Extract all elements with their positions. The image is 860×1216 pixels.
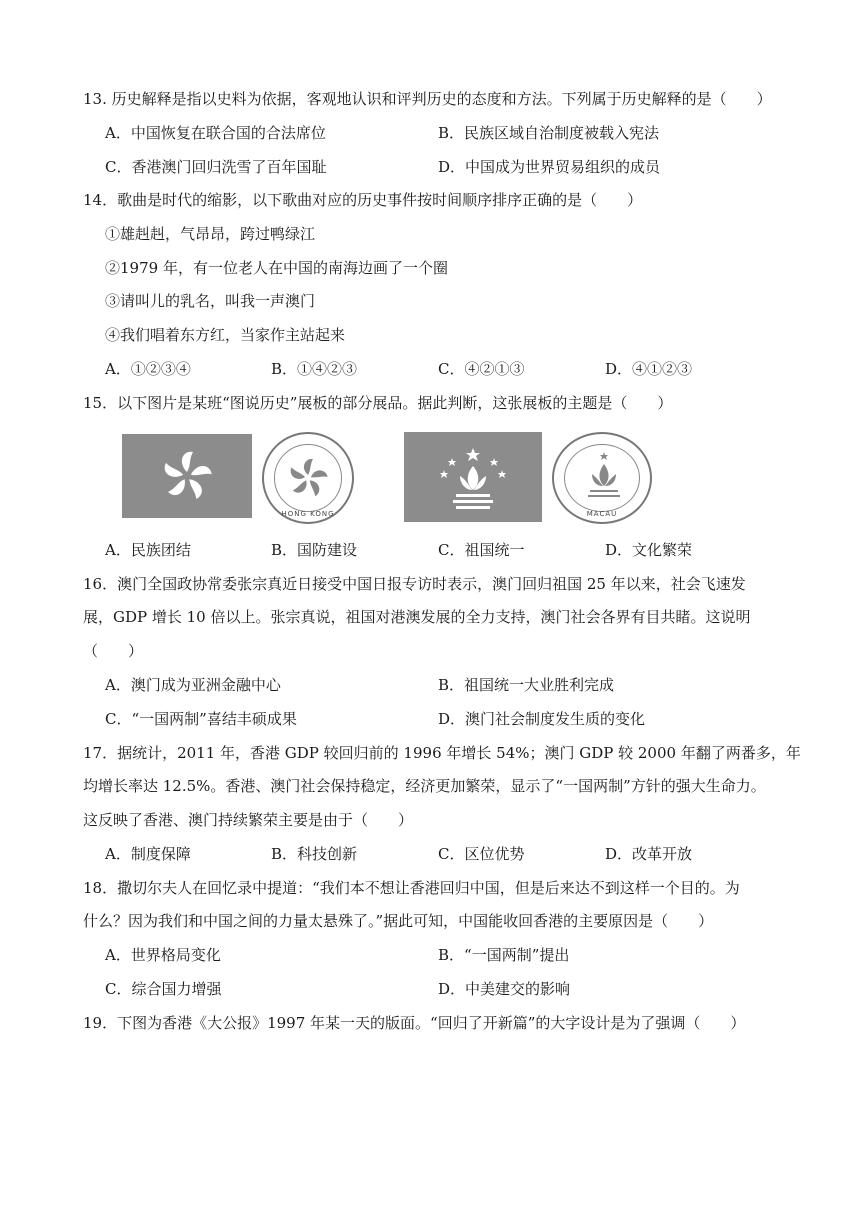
bauhinia-icon <box>122 434 252 518</box>
q15-option-a: A．民族团结 <box>105 541 191 559</box>
q17-stem-line-2: 均增长率达 12.5%。香港、澳门社会保持稳定，经济更加繁荣，显示了“一国两制”方针的强大生命力。 <box>83 777 766 795</box>
macau-flag <box>404 432 542 522</box>
hong-kong-flag <box>122 434 252 518</box>
q16-stem-line-2: 展，GDP 增长 10 倍以上。张宗真说，祖国对港澳发展的全力支持，澳门社会各界有目共睹。这说明 <box>83 608 751 626</box>
q17-option-a: A．制度保障 <box>105 845 191 863</box>
q18-stem-line-1: 18．撒切尔夫人在回忆录中提道：“我们本不想让香港回归中国，但是后来达不到这样一个目的。为 <box>83 879 740 897</box>
q18-option-d: D．中美建交的影响 <box>438 980 571 998</box>
q15-stem: 15．以下图片是某班“图说历史”展板的部分展品。据此判断，这张展板的主题是（ ） <box>83 394 673 412</box>
q14-option-d: D．④①②③ <box>605 360 693 378</box>
q14-option-b: B．①④②③ <box>271 360 358 378</box>
q18-option-b: B．“一国两制”提出 <box>438 946 570 964</box>
q17-stem-line-1: 17．据统计，2011 年，香港 GDP 较回归前的 1996 年增长 54%；澳门 GDP 较 2000 年翻了两番多，年 <box>83 744 801 762</box>
bauhinia-icon <box>280 450 336 506</box>
q13-option-b: B．民族区域自治制度被载入宪法 <box>438 124 660 142</box>
q18-stem-line-2: 什么？因为我们和中国之间的力量太悬殊了。”据此可知，中国能收回香港的主要原因是（ ） <box>83 912 714 930</box>
q14-stem: 14．歌曲是时代的缩影，以下歌曲对应的历史事件按时间顺序排序正确的是（ ） <box>83 191 643 209</box>
q19-stem: 19．下图为香港《大公报》1997 年某一天的版面。“回归了开新篇”的大字设计是为了强调（ ） <box>83 1014 746 1032</box>
q16-option-a: A．澳门成为亚洲金融中心 <box>105 676 281 694</box>
q17-option-c: C．区位优势 <box>438 845 525 863</box>
q16-stem-line-1: 16．澳门全国政协常委张宗真近日接受中国日报专访时表示，澳门回归祖国 25 年以来，社会飞速发 <box>83 575 746 593</box>
q16-option-c: C．“一国两制”喜结丰硕成果 <box>105 710 297 728</box>
q15-option-b: B．国防建设 <box>271 541 358 559</box>
q14-option-a: A．①②③④ <box>105 360 191 378</box>
macau-emblem-text: MACAU <box>586 510 618 518</box>
q16-option-d: D．澳门社会制度发生质的变化 <box>438 710 646 728</box>
q13-option-a: A．中国恢复在联合国的合法席位 <box>105 124 326 142</box>
q13-option-c: C．香港澳门回归洗雪了百年国耻 <box>105 158 327 176</box>
q15-option-d: D．文化繁荣 <box>605 541 693 559</box>
hong-kong-emblem-text: HONG KONG <box>281 510 335 518</box>
hong-kong-emblem <box>262 432 354 524</box>
q18-option-a: A．世界格局变化 <box>105 946 221 964</box>
q18-option-c: C．综合国力增强 <box>105 980 222 998</box>
lotus-icon <box>404 432 542 522</box>
q13-option-d: D．中国成为世界贸易组织的成员 <box>438 158 661 176</box>
q17-option-b: B．科技创新 <box>271 845 358 863</box>
q17-option-d: D．改革开放 <box>605 845 693 863</box>
q14-song-2: ②1979 年，有一位老人在中国的南海边画了一个圈 <box>105 259 448 277</box>
lotus-icon <box>576 448 632 504</box>
q14-option-c: C．④②①③ <box>438 360 525 378</box>
q13-stem: 13. 历史解释是指以史料为依据，客观地认识和评判历史的态度和方法。下列属于历史解释的是（ ） <box>83 90 772 108</box>
q17-stem-line-3: 这反映了香港、澳门持续繁荣主要是由于（ ） <box>83 811 414 829</box>
q16-option-b: B．祖国统一大业胜利完成 <box>438 676 615 694</box>
q15-image-row <box>120 428 660 524</box>
q14-song-1: ①雄赳赳，气昂昂，跨过鸭绿江 <box>105 225 316 243</box>
q14-song-3: ③请叫儿的乳名，叫我一声澳门 <box>105 292 316 310</box>
q16-stem-line-3: （ ） <box>83 642 144 660</box>
q15-option-c: C．祖国统一 <box>438 541 525 559</box>
q14-song-4: ④我们唱着东方红，当家作主站起来 <box>105 326 346 344</box>
macau-emblem <box>552 432 652 524</box>
